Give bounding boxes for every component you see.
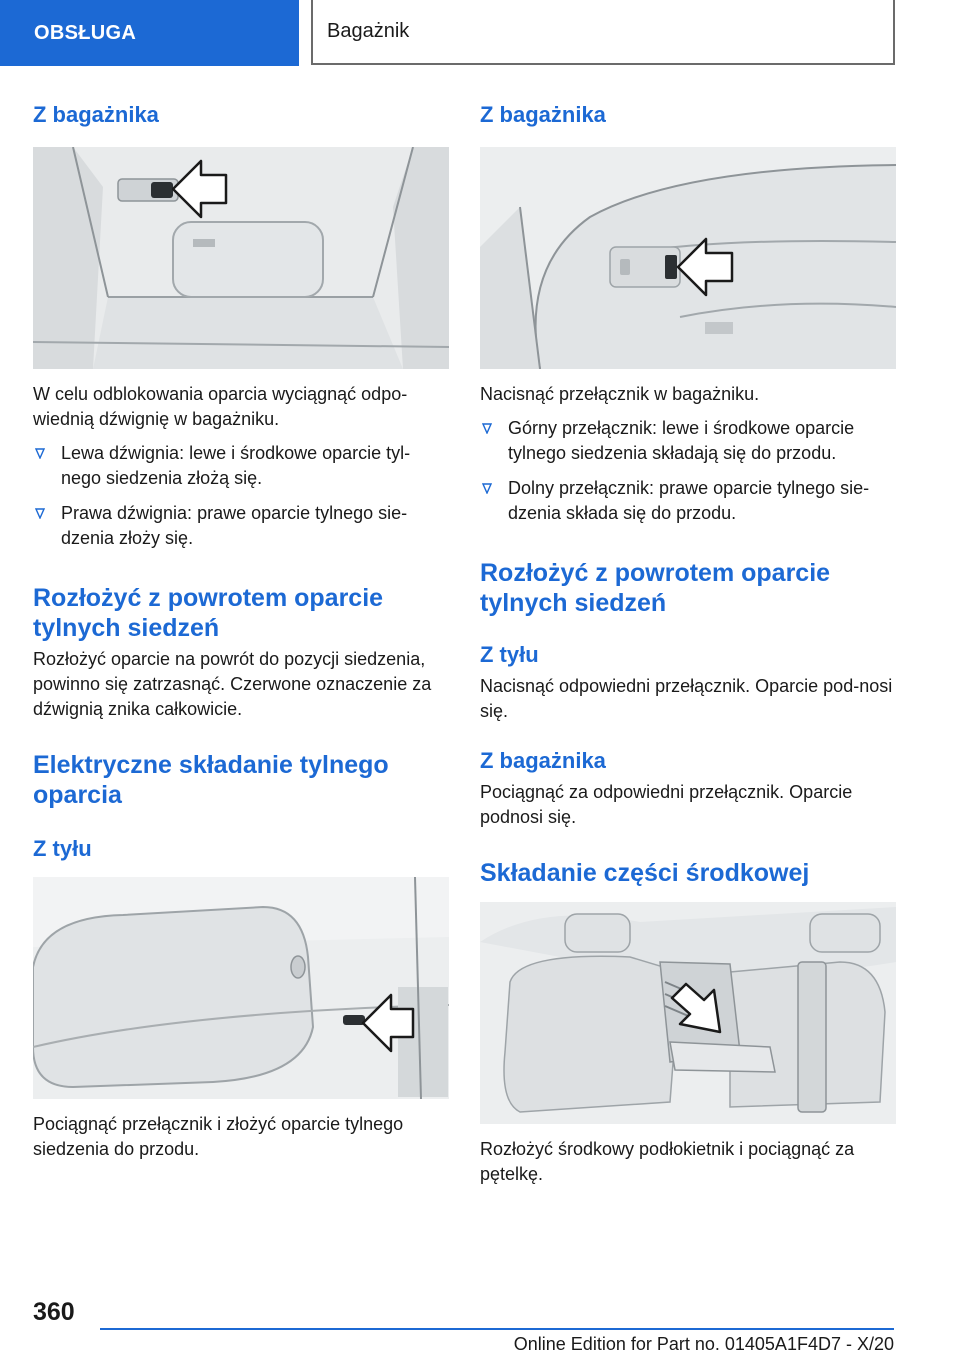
figure-trunk-lever: [33, 147, 449, 369]
heading-from-trunk: Z bagażnika: [33, 102, 159, 127]
list-item: [33, 501, 449, 551]
heading-fold-back: Rozłożyć z powrotem oparcie tylnych siedzeń: [33, 584, 384, 642]
heading-electric-folding: Elektryczne składanie tylnego oparcia: [33, 751, 389, 809]
footer-edition: Online Edition for Part no. 01405A1F4D7 - X/20: [513, 1334, 894, 1354]
section-tab: OBSŁUGA: [0, 0, 299, 66]
triangle-bullet-icon: [482, 423, 492, 434]
paragraph-trunk-2: Pociągnąć za odpowiedni przełącznik. Oparcie podnosi się.: [480, 782, 853, 827]
heading-from-trunk-2: Z bagażnika: [480, 748, 606, 773]
list-item: [480, 416, 896, 466]
heading-center-folding: Składanie części środkowej: [480, 859, 810, 887]
paragraph-intro: Nacisnąć przełącznik w bagażniku.: [480, 384, 760, 404]
right-column: [480, 100, 896, 1187]
heading-from-rear: Z tyłu: [33, 836, 92, 861]
figure-center-armrest: [480, 902, 896, 1124]
figure-rear-switch: [33, 877, 449, 1099]
page-number: 360: [33, 1298, 75, 1326]
paragraph-center: Rozłożyć środkowy podłokietnik i pociągnąć za pętelkę.: [480, 1139, 855, 1184]
left-column: [33, 100, 449, 1162]
chapter-tab: Bagażnik: [311, 0, 895, 65]
list-item: [480, 476, 896, 526]
list-item-text: Lewa dźwignia: lewe i środkowe oparcie tyl-nego siedzenia złożą się.: [61, 443, 411, 488]
triangle-bullet-icon: [482, 483, 492, 494]
page-header: [0, 0, 960, 66]
list-item-text: Górny przełącznik: lewe i środkowe oparcie tylnego siedzenia składają się do przodu.: [508, 418, 855, 463]
paragraph-fold-back: Rozłożyć oparcie na powrót do pozycji siedzenia, powinno się zatrzasnąć. Czerwone oznaczenie za dźwignią znika całkowicie.: [33, 649, 432, 719]
heading-fold-back: Rozłożyć z powrotem oparcie tylnych siedzeń: [480, 559, 831, 617]
heading-from-trunk: Z bagażnika: [480, 102, 606, 127]
list-item: [33, 441, 449, 491]
triangle-bullet-icon: [35, 508, 45, 519]
paragraph-intro: W celu odblokowania oparcia wyciągnąć odpo-wiednią dźwignię w bagażniku.: [33, 384, 408, 429]
heading-from-rear: Z tyłu: [480, 642, 539, 667]
triangle-bullet-icon: [35, 448, 45, 459]
figure-trunk-switch: [480, 147, 896, 369]
bullet-list: [480, 416, 896, 526]
list-item-text: Dolny przełącznik: prawe oparcie tylnego sie-dzenia składa się do przodu.: [508, 478, 870, 523]
list-item-text: Prawa dźwignia: prawe oparcie tylnego sie-dzenia złoży się.: [61, 503, 408, 548]
paragraph-rear: Nacisnąć odpowiedni przełącznik. Oparcie pod-nosi się.: [480, 676, 893, 721]
bullet-list: [33, 441, 449, 551]
footer-divider: [100, 1328, 894, 1330]
paragraph-rear: Pociągnąć przełącznik i złożyć oparcie tylnego siedzenia do przodu.: [33, 1114, 404, 1159]
